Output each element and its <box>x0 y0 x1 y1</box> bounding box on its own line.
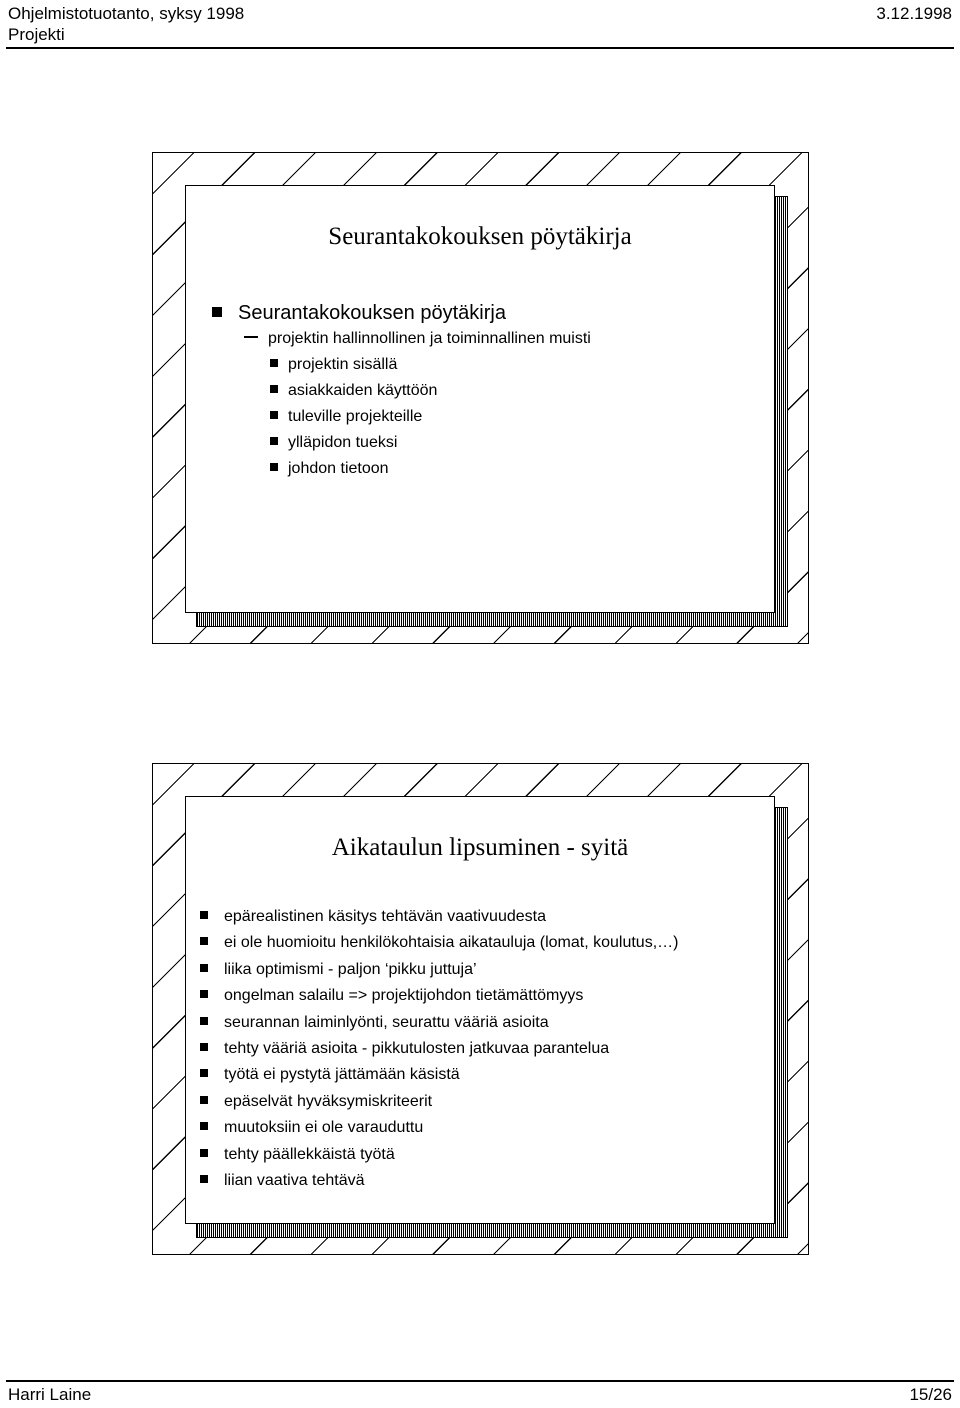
square-bullet-icon <box>200 990 208 998</box>
course-name: Ohjelmistotuotanto, syksy 1998 <box>8 4 245 23</box>
slide-title: Aikataulun lipsuminen - syitä <box>331 834 629 861</box>
list-item: ylläpidon tueksi <box>270 433 397 453</box>
square-bullet-icon <box>200 937 208 945</box>
square-bullet-icon <box>200 1096 208 1104</box>
list-item: liika optimismi - paljon ‘pikku juttuja’ <box>200 960 477 980</box>
dash-bullet-icon <box>244 336 258 338</box>
list-item: liian vaativa tehtävä <box>200 1171 365 1191</box>
list-item: tehty päällekkäistä työtä <box>200 1145 395 1165</box>
slide-1 <box>152 152 809 644</box>
list-item: seurannan laiminlyönti, seurattu vääriä asioita <box>200 1013 549 1033</box>
page-number: 15/26 <box>909 1385 952 1404</box>
slide-title: Seurantakokouksen pöytäkirja <box>328 223 632 250</box>
bullet-item: Seurantakokouksen pöytäkirja <box>212 302 506 324</box>
square-bullet-icon <box>212 307 222 317</box>
square-bullet-icon <box>270 385 278 393</box>
square-bullet-icon <box>270 463 278 471</box>
header-date: 3.12.1998 <box>876 4 952 23</box>
square-bullet-icon <box>200 1175 208 1183</box>
footer-author: Harri Laine <box>8 1385 92 1404</box>
header-rule <box>6 47 954 49</box>
list-item: muutoksiin ei ole varauduttu <box>200 1118 423 1138</box>
square-bullet-icon <box>200 1122 208 1130</box>
square-bullet-icon <box>200 1069 208 1077</box>
list-item: asiakkaiden käyttöön <box>270 381 437 401</box>
slide-card <box>185 796 775 1224</box>
slide-2 <box>152 763 809 1255</box>
square-bullet-icon <box>200 911 208 919</box>
sub-bullet-item: projektin hallinnollinen ja toiminnallinen muisti <box>244 329 591 349</box>
list-item: epäselvät hyväksymiskriteerit <box>200 1092 432 1112</box>
list-item: epärealistinen käsitys tehtävän vaativuudesta <box>200 907 546 927</box>
list-item: työtä ei pystytä jättämään käsistä <box>200 1065 460 1085</box>
square-bullet-icon <box>270 437 278 445</box>
square-bullet-icon <box>200 1149 208 1157</box>
list-item: ei ole huomioitu henkilökohtaisia aikatauluja (lomat, koulutus,…) <box>200 933 678 953</box>
square-bullet-icon <box>270 359 278 367</box>
square-bullet-icon <box>270 411 278 419</box>
square-bullet-icon <box>200 964 208 972</box>
square-bullet-icon <box>200 1017 208 1025</box>
list-item: tehty vääriä asioita - pikkutulosten jatkuvaa parantelua <box>200 1039 609 1059</box>
list-item: johdon tietoon <box>270 459 389 479</box>
topic-name: Projekti <box>8 25 65 44</box>
list-item: ongelman salailu => projektijohdon tietämättömyys <box>200 986 583 1006</box>
footer-rule <box>6 1380 954 1382</box>
list-item: projektin sisällä <box>270 355 397 375</box>
slide-card <box>185 185 775 613</box>
square-bullet-icon <box>200 1043 208 1051</box>
list-item: tuleville projekteille <box>270 407 422 427</box>
